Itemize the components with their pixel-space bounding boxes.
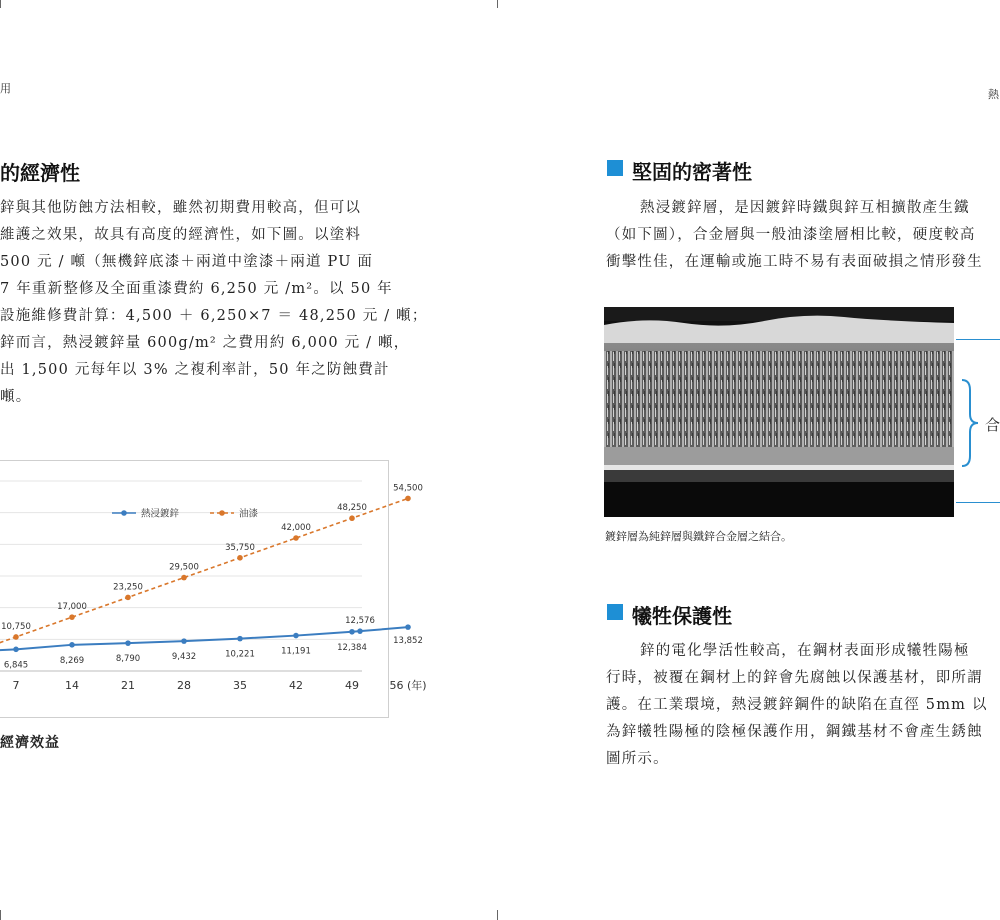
- left-section-heading: 的經濟性: [0, 161, 80, 185]
- paragraph-line: 出 1,500 元每年以 3% 之複利率計，50 年之防蝕費計: [0, 362, 390, 378]
- left-figure-caption: 經濟效益: [0, 735, 60, 751]
- section-bullet-icon: [607, 160, 623, 176]
- data-label: 23,250: [113, 582, 143, 593]
- data-label: 13,852: [393, 636, 423, 647]
- data-label: 6,845: [3, 660, 29, 671]
- x-tick-label: 21: [121, 679, 135, 692]
- micrograph-graphic: [604, 307, 954, 517]
- data-point: [293, 535, 299, 541]
- data-point: [125, 595, 131, 601]
- brace-icon: [958, 378, 980, 468]
- data-point: [13, 647, 19, 653]
- right-section2-heading: 犧牲保護性: [632, 604, 732, 628]
- data-label: 35,750: [225, 542, 255, 553]
- data-point: [349, 629, 355, 635]
- data-label: 54,500: [393, 483, 423, 494]
- crop-mark-left-top: [0, 0, 1, 8]
- data-label: 10,221: [225, 649, 255, 660]
- crop-mark-center-bottom: [497, 910, 498, 920]
- data-label: 12,384: [337, 642, 367, 653]
- left-running-header: 用: [0, 82, 11, 95]
- data-label: 10,750: [1, 621, 31, 632]
- paragraph-line: 行時，被覆在鋼材上的鋅會先腐蝕以保護基材，即所謂: [606, 670, 983, 686]
- x-tick-label: 14: [65, 679, 79, 692]
- data-point: [293, 633, 299, 639]
- data-point: [349, 515, 355, 521]
- data-point: [237, 636, 243, 642]
- data-point: [125, 640, 131, 646]
- data-label: 9,432: [171, 652, 197, 663]
- data-point: [237, 555, 243, 561]
- x-tick-label: 42: [289, 679, 303, 692]
- paragraph-line: 護。在工業環境，熱浸鍍鋅鋼件的缺陷在直徑 5mm 以: [606, 697, 988, 713]
- paragraph-line: 7 年重新整修及全面重漆費約 6,250 元 /m²。以 50 年: [0, 281, 393, 297]
- data-point: [181, 638, 187, 644]
- crop-mark-left-bottom: [0, 910, 1, 920]
- crop-mark-center-top: [497, 0, 498, 8]
- callout-line-top: [956, 339, 1000, 340]
- data-point: [405, 624, 411, 630]
- data-label: 11,191: [281, 646, 311, 657]
- paragraph-line: 為鋅犧牲陽極的陰極保護作用，鋼鐵基材不會產生銹蝕: [606, 724, 983, 740]
- data-point: [405, 496, 411, 502]
- legend-marker: [219, 510, 225, 516]
- paragraph-line: 熱浸鍍鋅層，是因鍍鋅時鐵與鋅互相擴散產生鐵: [640, 200, 970, 216]
- x-tick-label: 49: [345, 679, 359, 692]
- data-label: 8,269: [59, 655, 85, 666]
- right-section1-heading: 堅固的密著性: [632, 160, 752, 184]
- paragraph-line: 圖所示。: [606, 751, 669, 767]
- paragraph-line: 噸。: [0, 389, 32, 405]
- micrograph-caption: 鍍鋅層為純鋅層與鐵鋅合金層之結合。: [605, 530, 792, 543]
- paragraph-line: 鋅的電化學活性較高，在鋼材表面形成犧牲陽極: [640, 643, 970, 659]
- paragraph-line: 維護之效果，故具有高度的經濟性，如下圖。以塗料: [0, 227, 362, 243]
- paragraph-line: （如下圖），合金層與一般油漆塗層相比較，硬度較高: [606, 227, 976, 243]
- data-point: [69, 642, 75, 648]
- cost-chart: [0, 460, 427, 718]
- x-tick-label: 56 (年): [389, 679, 427, 692]
- paragraph-line: 鋅而言，熱浸鍍鋅量 600g/m² 之費用約 6,000 元 / 噸，: [0, 335, 410, 351]
- data-label: 42,000: [281, 523, 311, 533]
- x-tick-label: 7: [12, 679, 20, 692]
- data-point: [357, 628, 363, 634]
- paragraph-line: 設施維修費計算：4,500 ＋ 6,250×7 ＝ 48,250 元 / 噸；: [0, 308, 428, 324]
- legend-label: 熱浸鍍鋅: [141, 508, 180, 520]
- paragraph-line: 500 元 / 噸（無機鋅底漆＋兩道中塗漆＋兩道 PU 面: [0, 254, 374, 270]
- data-point: [69, 614, 75, 620]
- data-point: [181, 575, 187, 581]
- legend-marker: [121, 510, 127, 516]
- paragraph-line: 衝擊性佳，在運輸或施工時不易有表面破損之情形發生: [606, 254, 983, 270]
- data-point: [13, 634, 19, 640]
- micrograph-image: [604, 307, 954, 517]
- right-running-header: 熱: [988, 88, 999, 101]
- callout-line-bottom: [956, 502, 1000, 503]
- data-label: 12,576: [345, 616, 375, 627]
- data-label: 17,000: [57, 602, 87, 613]
- section-bullet-icon: [607, 604, 623, 620]
- data-label: 48,250: [337, 503, 367, 514]
- cost-chart-svg: [0, 461, 427, 717]
- data-label: 29,500: [169, 562, 199, 573]
- x-tick-label: 35: [233, 679, 247, 692]
- data-label: 8,790: [115, 654, 141, 665]
- x-tick-label: 28: [177, 679, 191, 692]
- alloy-layer-label: 合: [985, 416, 1000, 434]
- legend-label: 油漆: [239, 508, 259, 520]
- paragraph-line: 鋅與其他防蝕方法相較，雖然初期費用較高，但可以: [0, 200, 362, 216]
